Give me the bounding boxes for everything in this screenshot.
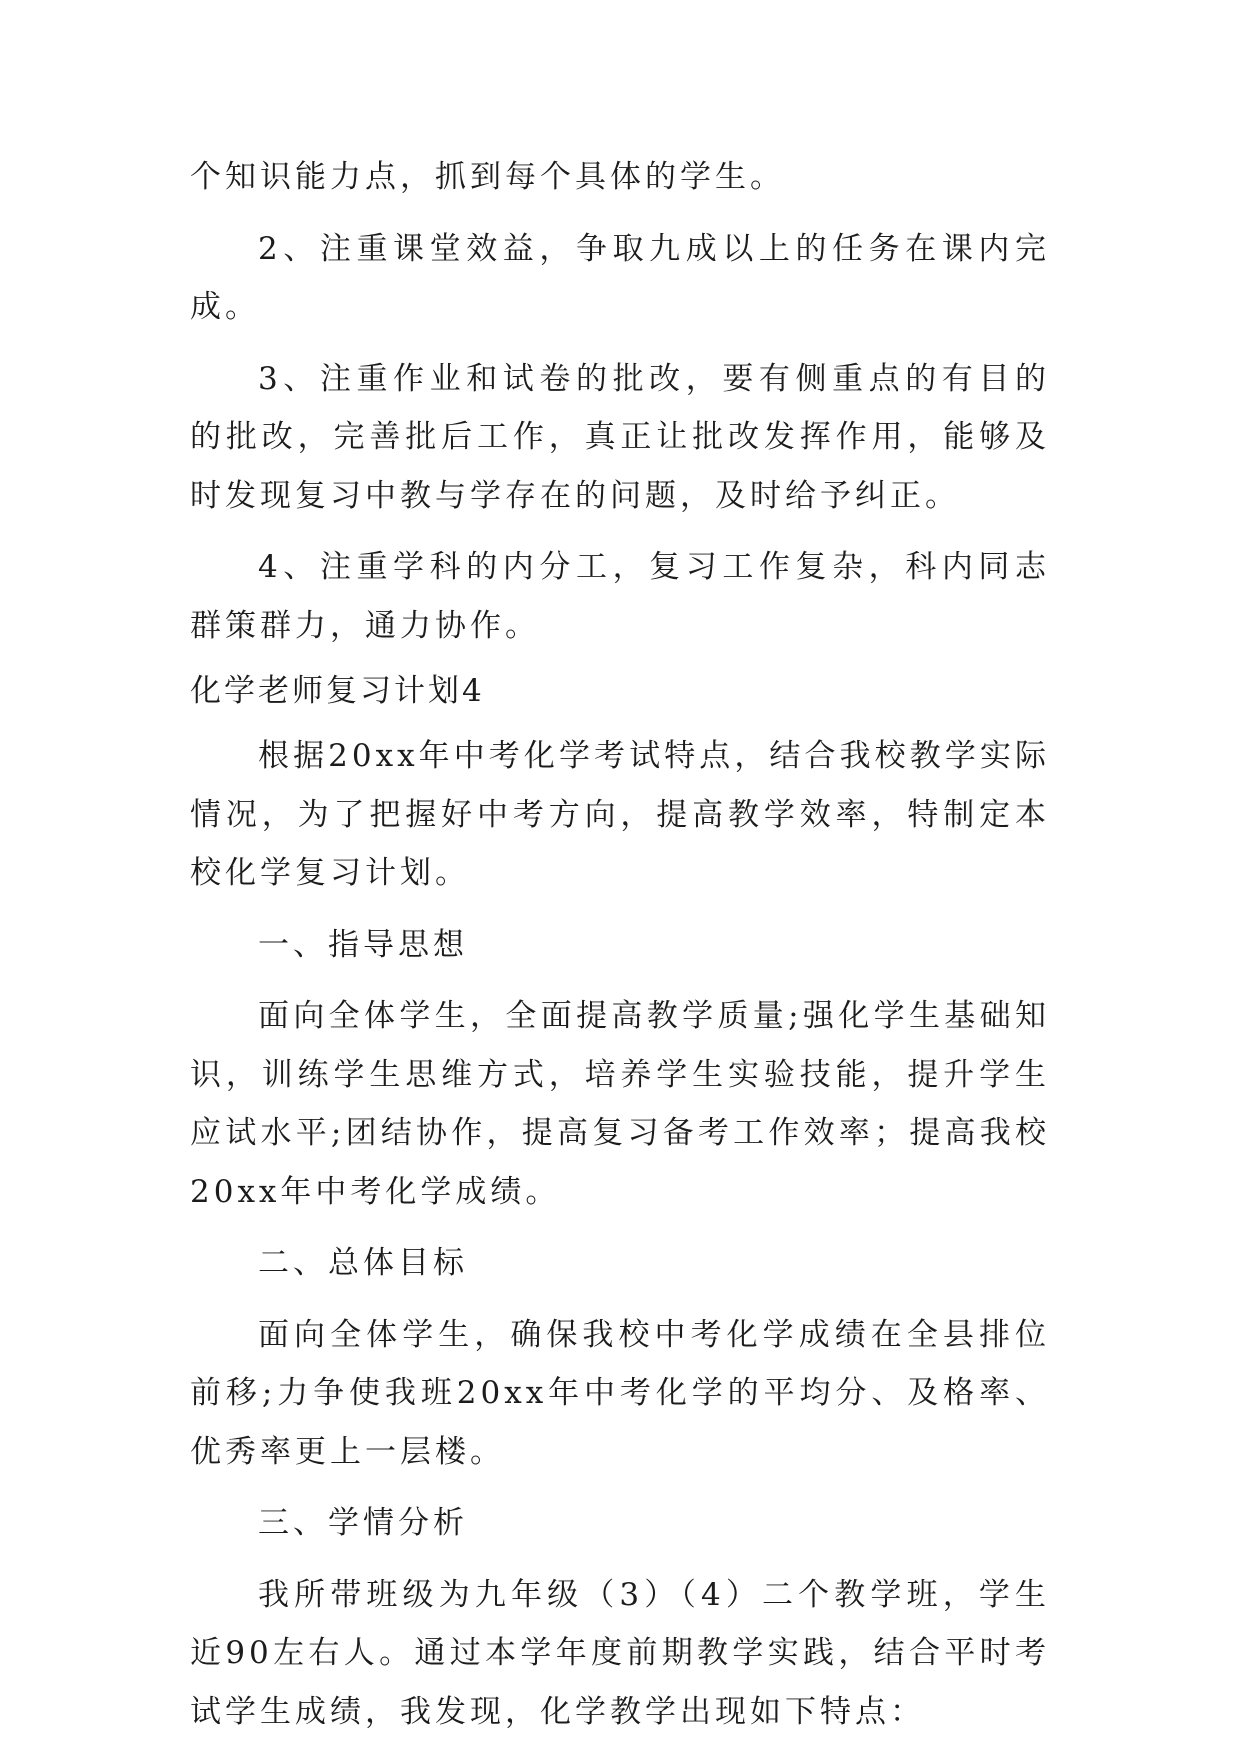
paragraph-intro: 根据20xx年中考化学考试特点，结合我校教学实际情况，为了把握好中考方向，提高教学效率，特制定本校化学复习计划。 xyxy=(190,738,1050,891)
document-body xyxy=(190,160,1050,1754)
subheading-student-analysis: 三、学情分析 xyxy=(258,1505,468,1541)
paragraph-item-4: 4、注重学科的内分工，复习工作复杂，科内同志群策群力，通力协作。 xyxy=(190,549,1050,644)
paragraph-student-analysis: 我所带班级为九年级（3）（4）二个教学班，学生近90左右人。通过本学年度前期教学实践，结合平时考试学生成绩，我发现，化学教学出现如下特点： xyxy=(190,1576,1050,1730)
paragraph-item-3: 3、注重作业和试卷的批改，要有侧重点的有目的的批改，完善批后工作，真正让批改发挥作用，能够及时发现复习中教与学存在的问题，及时给予纠正。 xyxy=(190,360,1050,514)
section-heading: 化学老师复习计划4 xyxy=(190,673,485,709)
paragraph-item-2: 2、注重课堂效益，争取九成以上的任务在课内完成。 xyxy=(190,230,1050,325)
paragraph-overall-goal: 面向全体学生，确保我校中考化学成绩在全县排位前移;力争使我班20xx年中考化学的平均分、及格率、优秀率更上一层楼。 xyxy=(190,1316,1050,1470)
paragraph-guiding-thought: 面向全体学生，全面提高教学质量;强化学生基础知识，训练学生思维方式，培养学生实验技能，提升学生应试水平;团结协作，提高复习备考工作效率；提高我校20xx年中考化学成绩。 xyxy=(190,998,1050,1210)
paragraph-continuation: 个知识能力点，抓到每个具体的学生。 xyxy=(190,159,785,195)
subheading-overall-goal: 二、总体目标 xyxy=(258,1245,468,1281)
subheading-guiding-thought: 一、指导思想 xyxy=(258,926,468,963)
